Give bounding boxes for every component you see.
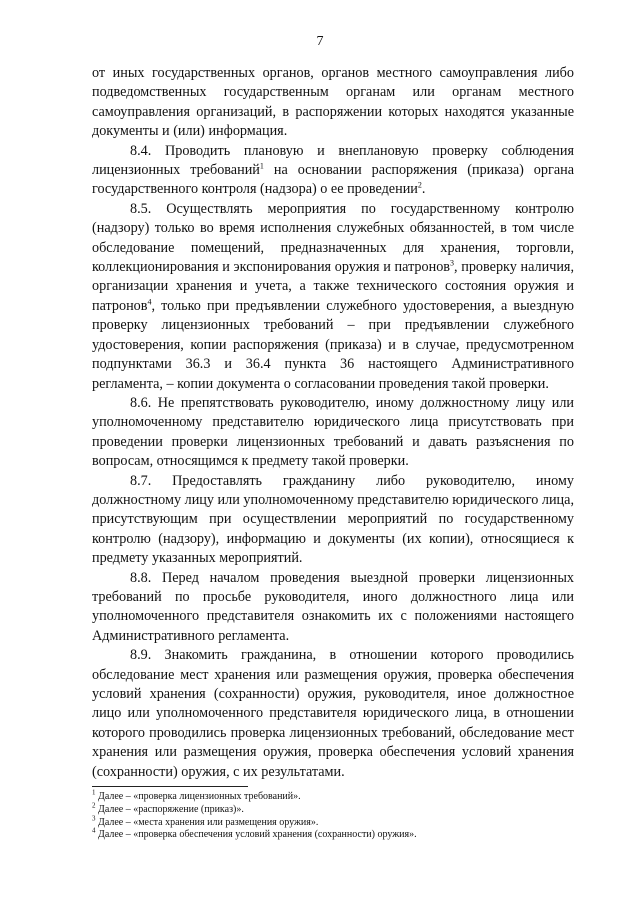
footnote-text: Далее – «распоряжение (приказ)». [98,803,244,815]
paragraph-8-6: 8.6. Не препятствовать руководителю, иному должностному лицу или уполномоченному представителю юридического лица присутствовать при проведении проверки лицензионных требований и давать разъяснения по вопросам, относящимся к предмету такой проверки. [92,394,574,470]
footnote-1 [92,788,574,804]
paragraph-8-5-text: 8.5. Осуществлять мероприятия по государственному контролю (надзору) только во время исполнения служебных обязанностей, в том числе обследование помещений, предназначенных для хранения, торговли, коллекционирования и экспонирования оружия и патронов [92,200,574,276]
footnote-number: 1 [92,788,96,797]
footnote-text: Далее – «проверка лицензионных требований». [98,791,301,802]
footnote-number: 3 [92,814,96,823]
paragraph-8-4-text: 8.4. Проводить плановую и внеплановую проверку соблюдения лицензионных требований [92,142,574,179]
paragraph-8-4 [92,142,574,200]
footnote-text: Далее – «проверка обеспечения условий хранения (сохранности) оружия». [98,829,417,841]
paragraph-8-9: 8.9. Знакомить гражданина, в отношении которого проводились обследование мест хранения или размещения оружия, проверка обеспечения условий хранения (сохранности) оружия, руководителя, иное должностное лицо или уполномоченного представителя юридического лица, в отношении которого проводились проверка лицензионных требований, обследование мест хранения или размещения оружия, проверка обеспечения условий хранения (сохранности) оружия, с их результатами. [92,647,574,780]
paragraph-8-5 [92,200,574,394]
footnote-ref-3: 3 [450,258,455,268]
paragraph-8-5-end: , только при предъявлении служебного удостоверения, а выездную проверку лицензионных требований – при предъявлении служебного удостоверения, копии распоряжения (приказа) и в случае, предусмотренном подпунктами 36.3 и 36.4 пункта 36 настоящего Административного регламента, – копии документа о согласовании проведения такой проверки. [92,297,574,392]
footnote-number: 4 [92,827,96,836]
footnotes [92,788,574,842]
footnote-3 [92,814,574,830]
footnote-text: Далее – «места хранения или размещения оружия». [98,816,319,828]
document-body [92,64,574,782]
paragraph-continuation: от иных государственных органов, органов местного самоуправления либо подведомственных государственным органам или органам местного самоуправления организаций, в распоряжении которых находятся указанные документы и (или) информация. [92,65,574,140]
footnote-ref-1: 1 [259,161,264,171]
footnote-ref-4: 4 [147,297,152,307]
paragraph-8-4-text-cont: на основании распоряжения (приказа) органа государственного контроля (надзора) о ее проведении [92,162,575,198]
paragraph-8-8: 8.8. Перед началом проведения выездной проверки лицензионных требований по просьбе руководителя, иного должностного лица или уполномоченного представителя ознакомить их с положениями настоящего Административного регламента. [92,569,574,644]
page-number: 7 [316,34,324,49]
paragraph-8-5-text-cont: , проверку наличия, организации хранения и учета, а также технического состояния оружия и патронов [92,259,574,314]
footnote-ref-2: 2 [417,180,422,190]
paragraph-8-4-end: . [421,181,426,198]
footnote-4 [92,829,574,842]
footnote-divider [92,786,248,787]
paragraph-8-7: 8.7. Предоставлять гражданину либо руководителю, иному должностному лицу или уполномоченному представителю юридического лица, присутствующим при осуществлении мероприятий по государственному контролю (надзору), информацию и документы (их копии), относящиеся к предмету указанных мероприятий. [92,472,574,567]
footnote-2 [92,801,574,817]
footnote-number: 2 [92,801,96,810]
